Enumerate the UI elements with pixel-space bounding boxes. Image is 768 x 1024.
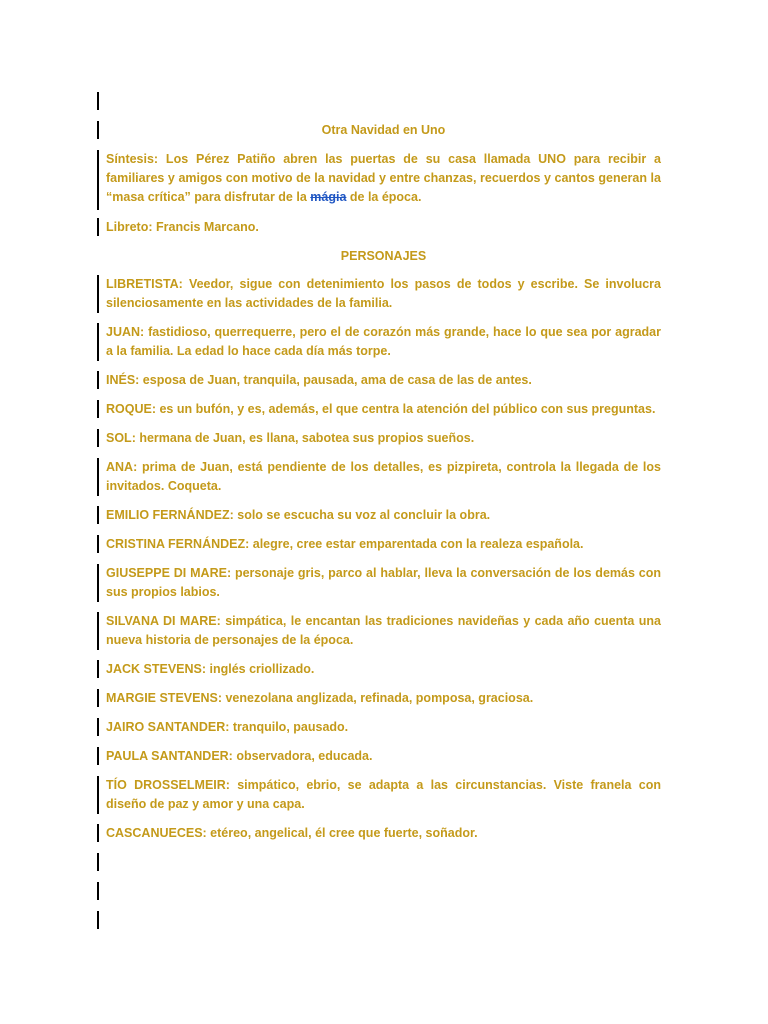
- change-bar: [97, 323, 99, 361]
- character-entry: MARGIE STEVENS: venezolana anglizada, refinada, pomposa, graciosa.: [106, 691, 534, 705]
- sintesis-end: de la época.: [346, 190, 422, 204]
- character-entry: TÍO DROSSELMEIR: simpático, ebrio, se adapta a las circunstancias. Viste franela con diseño de paz y amor y una capa.: [106, 778, 661, 811]
- libreto-line: Libreto: Francis Marcano.: [106, 220, 259, 234]
- change-bar: [97, 400, 99, 418]
- sintesis-paragraph: [106, 150, 661, 207]
- document-title: Otra Navidad en Uno: [321, 123, 446, 137]
- change-bar: [97, 660, 99, 678]
- character-entry: EMILIO FERNÁNDEZ: solo se escucha su voz al concluir la obra.: [106, 508, 491, 522]
- character-entry: ROQUE: es un bufón, y es, además, el que centra la atención del público con sus preguntas.: [106, 402, 656, 416]
- change-bar: [97, 824, 99, 842]
- change-bar: [97, 612, 99, 650]
- change-bar: [97, 776, 99, 814]
- change-bar: [97, 429, 99, 447]
- character-entry: ANA: prima de Juan, está pendiente de los detalles, es pizpireta, controla la llegada de los invitados. Coqueta.: [106, 460, 661, 493]
- change-bar: [97, 689, 99, 707]
- character-entry: SOL: hermana de Juan, es llana, sabotea sus propios sueños.: [106, 431, 475, 445]
- character-entry: INÉS: esposa de Juan, tranquila, pausada, ama de casa de las de antes.: [106, 373, 532, 387]
- change-bar: [97, 718, 99, 736]
- character-entry: PAULA SANTANDER: observadora, educada.: [106, 749, 373, 763]
- spelling-marked-word: mágia: [310, 190, 347, 204]
- change-bar: [97, 458, 99, 496]
- change-bar: [97, 882, 99, 900]
- change-bar: [97, 911, 99, 929]
- change-bar: [97, 218, 99, 236]
- sintesis-text: Síntesis: Los Pérez Patiño abren las puertas de su casa llamada UNO para recibir a familiares y amigos con motivo de la navidad y entre chanzas, recuerdos y cantos generan la “masa crítica” para disfrutar de la: [106, 152, 661, 204]
- character-entry: CASCANUECES: etéreo, angelical, él cree que fuerte, soñador.: [106, 826, 478, 840]
- character-entry: GIUSEPPE DI MARE: personaje gris, parco al hablar, lleva la conversación de los demás con sus propios labios.: [106, 566, 661, 599]
- change-bar: [97, 121, 99, 139]
- change-bar: [97, 275, 99, 313]
- change-bar: [97, 150, 99, 210]
- character-entry: JACK STEVENS: inglés criollizado.: [106, 662, 315, 676]
- change-bar: [97, 853, 99, 871]
- character-entry: SILVANA DI MARE: simpática, le encantan las tradiciones navideñas y cada año cuenta una nueva historia de personajes de la época.: [106, 614, 661, 647]
- character-entry: JAIRO SANTANDER: tranquilo, pausado.: [106, 720, 349, 734]
- character-entry: CRISTINA FERNÁNDEZ: alegre, cree estar emparentada con la realeza española.: [106, 537, 584, 551]
- change-bar: [97, 371, 99, 389]
- change-bar: [97, 506, 99, 524]
- change-bar: [97, 564, 99, 602]
- change-bar: [97, 535, 99, 553]
- change-bar: [97, 92, 99, 110]
- change-bar: [97, 747, 99, 765]
- character-entry: JUAN: fastidioso, querrequerre, pero el de corazón más grande, hace lo que sea por agradar a la familia. La edad lo hace cada día más torpe.: [106, 325, 661, 358]
- character-entry: LIBRETISTA: Veedor, sigue con detenimiento los pasos de todos y escribe. Se involucra silenciosamente en las actividades de la familia.: [106, 277, 661, 310]
- personajes-heading: PERSONAJES: [340, 249, 427, 263]
